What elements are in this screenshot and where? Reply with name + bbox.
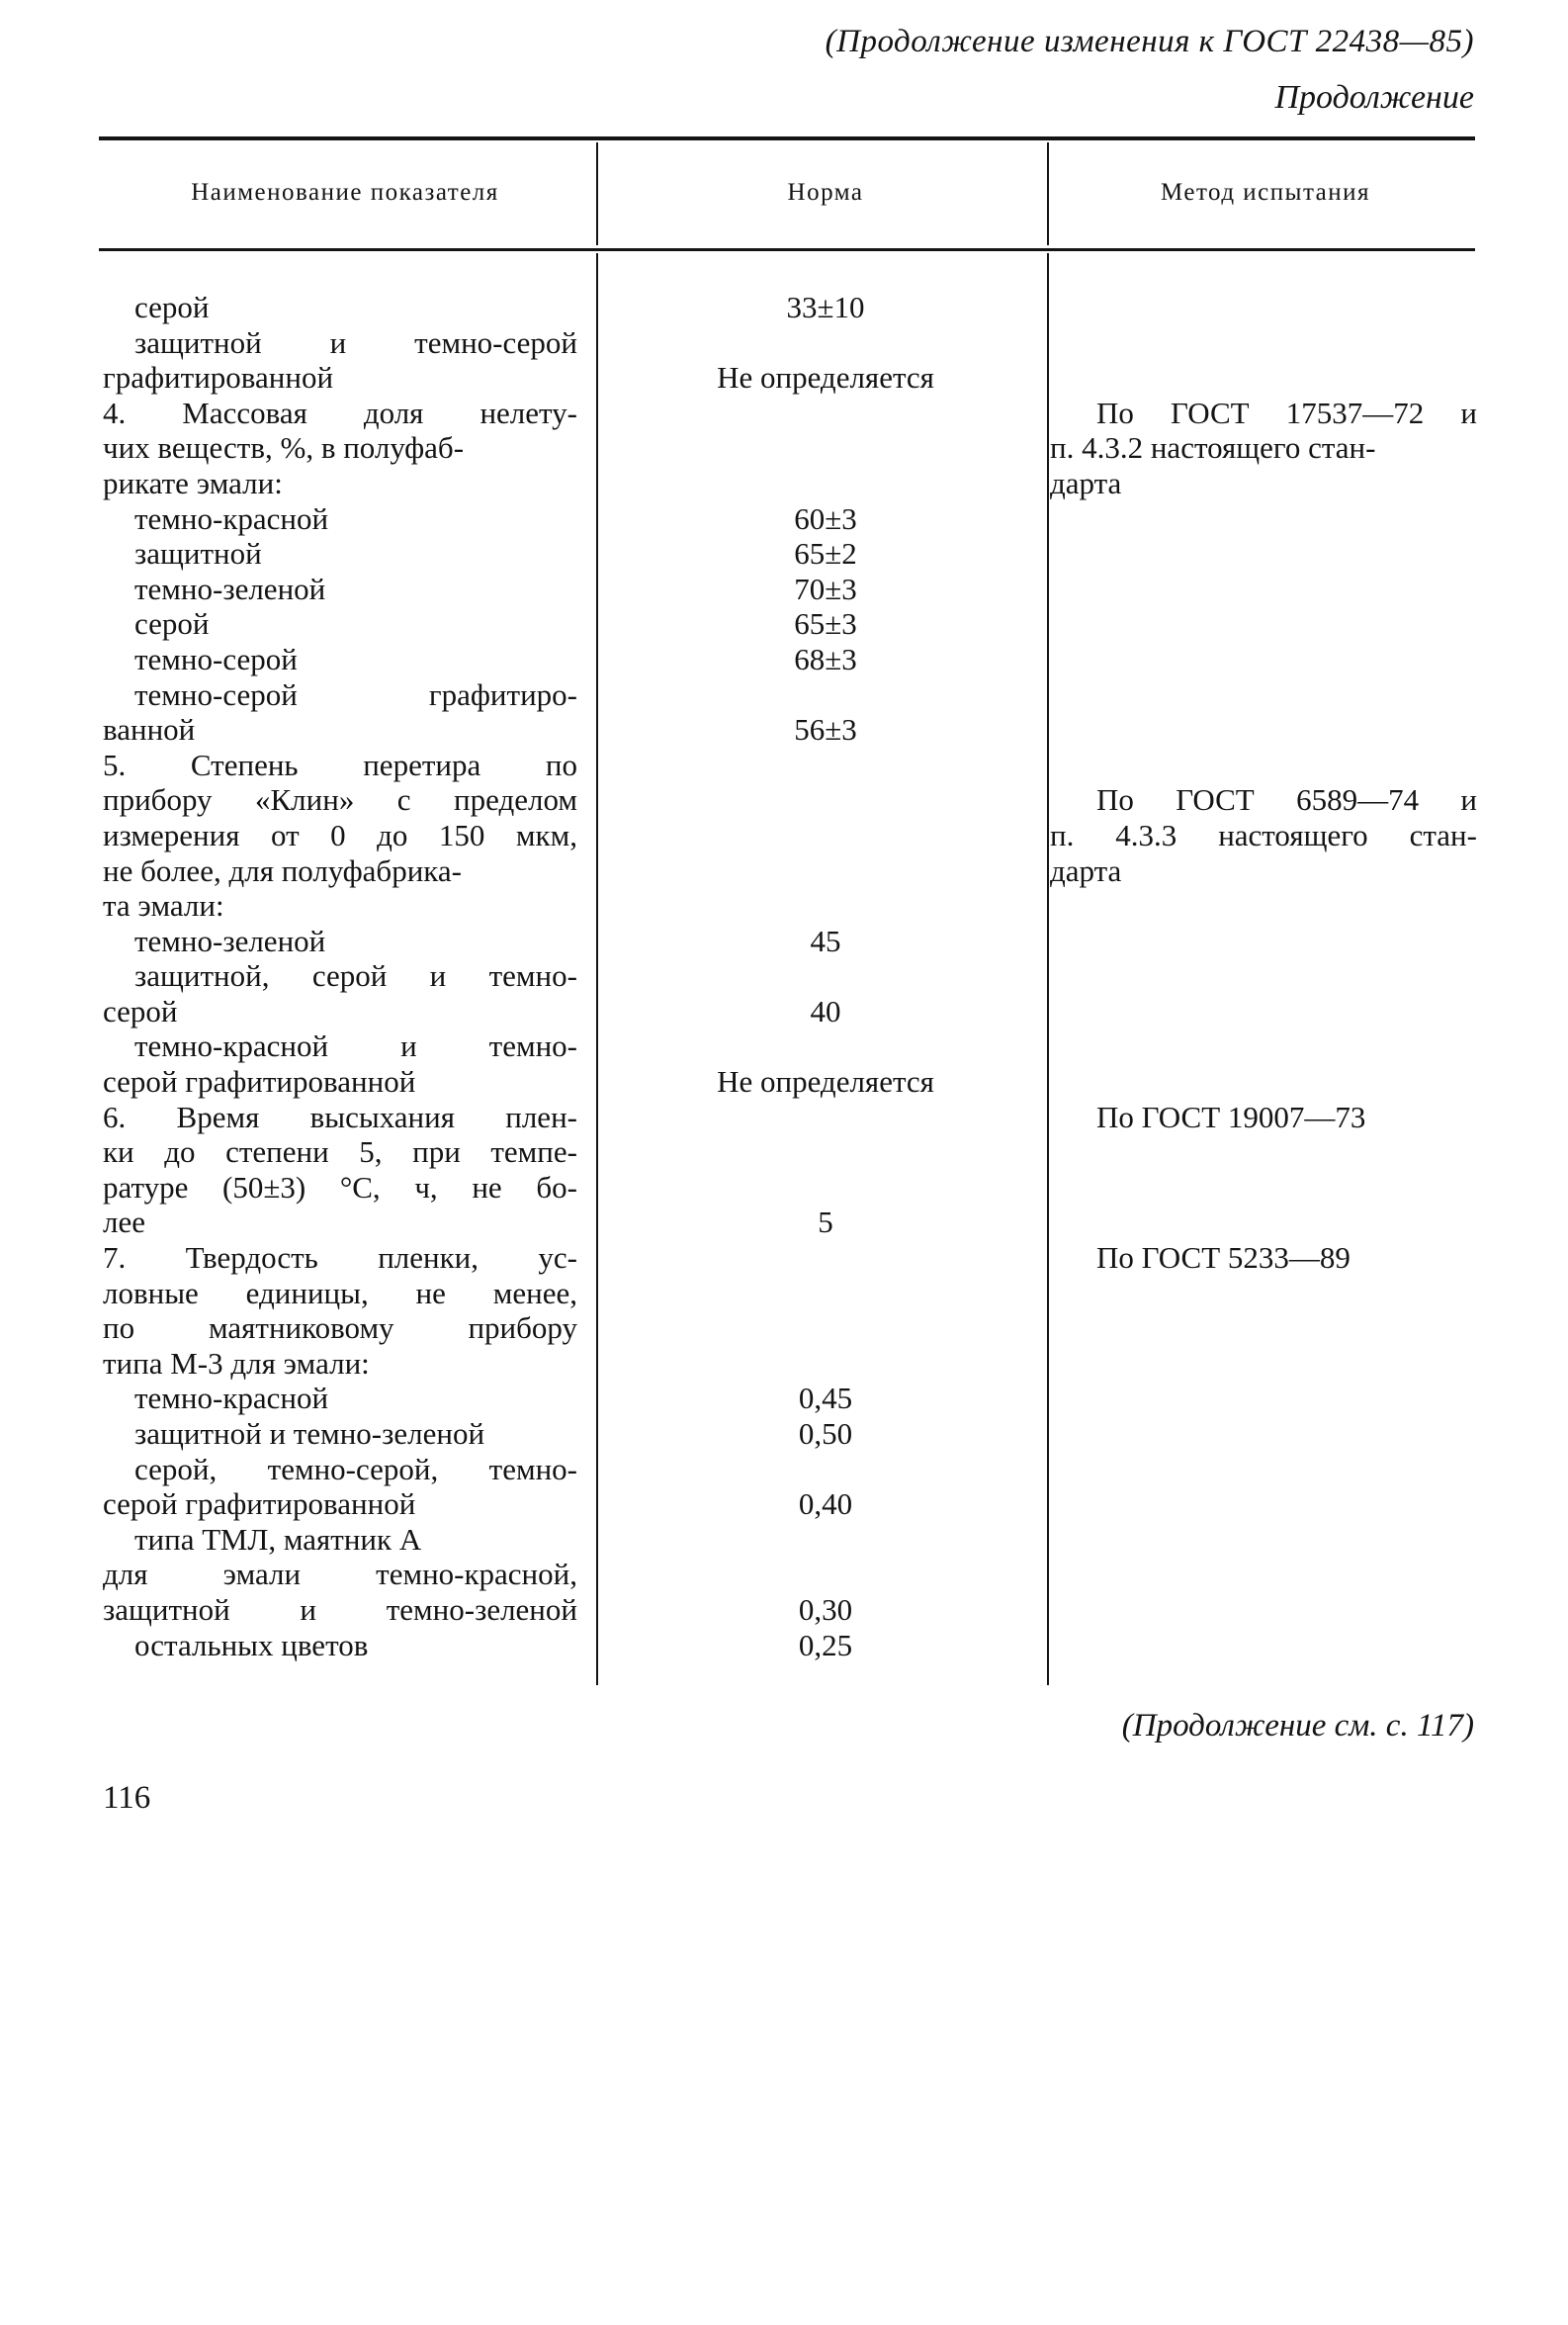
method-line <box>1050 958 1477 994</box>
norm-value <box>603 1100 1048 1135</box>
norm-value: 40 <box>810 993 841 1028</box>
word: серой, <box>134 1451 218 1486</box>
word: (50±3) <box>222 1169 306 1205</box>
norm-value <box>603 748 1048 783</box>
indicator-line: рикате эмали: <box>103 465 283 500</box>
word: °С, <box>339 1169 381 1205</box>
norm-value <box>603 1452 1048 1487</box>
method-line <box>1050 677 1477 713</box>
word: По <box>1096 782 1134 818</box>
indicator-line: типа ТМЛ, маятник А <box>134 1521 422 1557</box>
method-line <box>1050 1452 1477 1487</box>
method-line <box>1050 782 1477 818</box>
method-line <box>1050 606 1477 642</box>
method-line <box>1050 1628 1477 1663</box>
word: темно-серой <box>414 324 577 360</box>
method-line <box>1050 290 1477 325</box>
indicator-line: та эмали: <box>103 888 224 924</box>
word: и <box>300 1591 317 1627</box>
method-line <box>1050 536 1477 572</box>
method-line <box>1050 818 1477 853</box>
norm-value: 60±3 <box>794 500 857 536</box>
word: мкм, <box>515 817 577 852</box>
word: высыхания <box>309 1099 455 1134</box>
norm-value <box>603 1346 1048 1382</box>
indicator-line: защитной и темно-зеленой <box>134 1416 485 1451</box>
norm-value: 0,40 <box>798 1486 853 1522</box>
word: бо- <box>536 1169 577 1205</box>
method-line <box>1050 712 1477 748</box>
indicator-line: темно-красной <box>134 500 329 536</box>
word: и <box>329 324 347 360</box>
word: и <box>429 958 447 994</box>
norm-value <box>603 430 1048 466</box>
method-line <box>1050 1310 1477 1346</box>
norm-value <box>603 325 1048 361</box>
method-line <box>1050 1205 1477 1240</box>
indicator-line <box>103 1276 577 1311</box>
word: с <box>396 782 411 818</box>
method-line <box>1050 1522 1477 1558</box>
norm-value: 65±3 <box>794 606 857 642</box>
word: темно- <box>488 1028 577 1064</box>
page-number: 116 <box>103 1780 151 1816</box>
indicator-line <box>103 325 577 361</box>
norm-value: Не определяется <box>717 1064 934 1100</box>
indicator-column <box>103 290 577 1662</box>
indicator-line <box>103 396 577 431</box>
word: ус- <box>538 1240 577 1276</box>
method-line <box>1050 1134 1477 1170</box>
column-header-method: Метод испытания <box>1160 179 1371 206</box>
continuation-header: (Продолжение изменения к ГОСТ 22438—85) <box>825 24 1474 59</box>
table-header-rule <box>99 248 1475 251</box>
word: измерения <box>103 817 240 852</box>
indicator-line: серой графитированной <box>103 1064 416 1100</box>
word: маятниковому <box>208 1310 394 1346</box>
word: стан- <box>1409 817 1477 852</box>
column-divider-1-head <box>596 142 598 245</box>
word: «Клин» <box>255 782 355 818</box>
norm-value <box>603 1240 1048 1276</box>
word: 7. <box>103 1240 127 1276</box>
word: доля <box>363 395 424 430</box>
word: защитной <box>103 1591 230 1627</box>
word: темно- <box>488 1451 577 1486</box>
indicator-line <box>103 1592 577 1628</box>
word: ловные <box>103 1275 199 1310</box>
indicator-line: темно-красной <box>134 1381 329 1416</box>
indicator-line: темно-зеленой <box>134 571 326 606</box>
word: 17537—72 <box>1285 395 1425 430</box>
norm-value <box>603 1134 1048 1170</box>
method-line <box>1050 1416 1477 1452</box>
word: ратуре <box>103 1169 189 1205</box>
norm-value: 70±3 <box>794 571 857 606</box>
method-column <box>1050 290 1477 1662</box>
method-line <box>1050 1486 1477 1522</box>
method-line <box>1050 360 1477 396</box>
word: нелету- <box>479 395 577 430</box>
method-line <box>1050 888 1477 924</box>
method-line <box>1050 1064 1477 1100</box>
column-divider-1-body <box>596 253 598 1685</box>
norm-column <box>603 290 1048 1662</box>
word: прибору <box>468 1310 577 1346</box>
word: и <box>1460 395 1477 430</box>
indicator-line: серой <box>134 290 210 324</box>
indicator-line: не более, для полуфабрика- <box>103 852 462 888</box>
word: пределом <box>454 782 577 818</box>
word: 0 <box>330 817 346 852</box>
indicator-line <box>103 1028 577 1064</box>
word: темпе- <box>490 1134 577 1170</box>
indicator-line: темно-серой <box>134 641 298 676</box>
word: п. <box>1050 817 1075 852</box>
norm-value <box>603 782 1048 818</box>
norm-value: 68±3 <box>794 641 857 676</box>
method-line: дарта <box>1050 852 1122 888</box>
word: плен- <box>505 1099 577 1134</box>
method-line <box>1050 501 1477 537</box>
word: 4. <box>103 395 127 430</box>
norm-value <box>603 1170 1048 1206</box>
norm-value: 45 <box>810 923 841 958</box>
word: ки <box>103 1134 134 1170</box>
word: темно-зеленой <box>386 1591 577 1627</box>
method-line <box>1050 1592 1477 1628</box>
indicator-line <box>103 1310 577 1346</box>
word: перетира <box>363 747 481 782</box>
norm-value <box>603 1557 1048 1592</box>
indicator-line <box>103 1134 577 1170</box>
indicator-line <box>103 958 577 994</box>
norm-value: 0,25 <box>798 1627 853 1662</box>
norm-value <box>603 1522 1048 1558</box>
norm-value <box>603 396 1048 431</box>
word: 6589—74 <box>1296 782 1420 818</box>
method-line: п. 4.3.2 настоящего стан- <box>1050 430 1376 466</box>
norm-value: 0,30 <box>798 1591 853 1627</box>
word: эмали <box>222 1557 302 1592</box>
method-line <box>1050 1346 1477 1382</box>
word: защитной <box>134 324 262 360</box>
word: по <box>103 1310 135 1346</box>
indicator-line: серой графитированной <box>103 1486 416 1522</box>
word: ГОСТ <box>1171 395 1250 430</box>
method-line <box>1050 396 1477 431</box>
word: 5, <box>359 1134 383 1170</box>
indicator-line <box>103 748 577 783</box>
word: и <box>400 1028 417 1064</box>
word: настоящего <box>1218 817 1368 852</box>
norm-value <box>603 888 1048 924</box>
indicator-line <box>103 1170 577 1206</box>
norm-value: 33±10 <box>786 290 865 324</box>
word: Твердость <box>185 1240 318 1276</box>
word: по <box>545 747 577 782</box>
word: 6. <box>103 1099 127 1134</box>
word: серой <box>311 958 388 994</box>
word: не <box>415 1275 446 1310</box>
norm-value: 0,50 <box>798 1416 853 1451</box>
method-line <box>1050 642 1477 677</box>
word: защитной, <box>134 958 270 994</box>
norm-value <box>603 1028 1048 1064</box>
word: темно-серой <box>134 676 298 712</box>
indicator-line: остальных цветов <box>134 1627 369 1662</box>
indicator-line: ванной <box>103 712 196 748</box>
word: графитиро- <box>428 676 577 712</box>
norm-value <box>603 958 1048 994</box>
word: 150 <box>438 817 485 852</box>
norm-value: 5 <box>818 1205 833 1240</box>
method-line <box>1050 325 1477 361</box>
method-line <box>1050 1028 1477 1064</box>
word: прибору <box>103 782 213 818</box>
word: степени <box>225 1134 329 1170</box>
indicator-line: защитной <box>134 536 262 572</box>
word: менее, <box>492 1275 577 1310</box>
norm-value <box>603 818 1048 853</box>
norm-value <box>603 1276 1048 1311</box>
word: 5. <box>103 747 127 782</box>
word: и <box>1460 782 1477 818</box>
method-line <box>1050 1381 1477 1416</box>
indicator-line: графитированной <box>103 360 334 396</box>
indicator-line <box>103 782 577 818</box>
indicator-line <box>103 1557 577 1592</box>
word: темно- <box>488 958 577 994</box>
norm-value: 65±2 <box>794 536 857 572</box>
word: темно-серой, <box>267 1451 439 1486</box>
word: для <box>103 1557 148 1592</box>
word: темно-красной <box>134 1028 329 1064</box>
norm-value <box>603 853 1048 889</box>
word: до <box>164 1134 196 1170</box>
norm-value <box>603 1310 1048 1346</box>
continuation-footer: (Продолжение см. с. 117) <box>1121 1708 1474 1744</box>
indicator-line: лее <box>103 1205 145 1240</box>
word: от <box>270 817 300 852</box>
method-line <box>1050 748 1477 783</box>
indicator-line: чих веществ, %, в полуфаб- <box>103 430 465 466</box>
continued-label: Продолжение <box>1274 79 1474 116</box>
method-line <box>1050 572 1477 607</box>
word: Время <box>176 1099 260 1134</box>
method-line: дарта <box>1050 465 1122 500</box>
norm-value: 56±3 <box>794 712 857 748</box>
method-line <box>1050 1170 1477 1206</box>
word: темно-красной, <box>376 1557 577 1592</box>
word: пленки, <box>378 1240 479 1276</box>
column-header-indicator: Наименование показателя <box>191 179 499 206</box>
word: единицы, <box>245 1275 369 1310</box>
word: не <box>472 1169 502 1205</box>
word: ч, <box>414 1169 438 1205</box>
norm-value: 0,45 <box>798 1381 853 1416</box>
indicator-line <box>103 1452 577 1487</box>
method-line <box>1050 924 1477 959</box>
norm-value <box>603 677 1048 713</box>
indicator-line: серой <box>134 606 210 642</box>
word: Массовая <box>182 395 307 430</box>
indicator-line <box>103 818 577 853</box>
method-line: По ГОСТ 5233—89 <box>1096 1240 1350 1276</box>
indicator-line: типа М-3 для эмали: <box>103 1345 370 1381</box>
indicator-line <box>103 1100 577 1135</box>
indicator-line: темно-зеленой <box>134 923 326 958</box>
norm-value <box>603 466 1048 501</box>
method-line <box>1050 994 1477 1029</box>
method-line <box>1050 1557 1477 1592</box>
method-line <box>1050 1276 1477 1311</box>
column-header-norm: Норма <box>787 179 864 206</box>
indicator-line: серой <box>103 993 178 1028</box>
norm-value: Не определяется <box>717 360 934 396</box>
word: до <box>377 817 408 852</box>
indicator-line <box>103 677 577 713</box>
table-top-rule <box>99 136 1475 140</box>
word: ГОСТ <box>1176 782 1255 818</box>
word: По <box>1096 395 1134 430</box>
word: 4.3.3 <box>1115 817 1177 852</box>
method-line: По ГОСТ 19007—73 <box>1096 1099 1366 1134</box>
indicator-line <box>103 1240 577 1276</box>
word: при <box>412 1134 461 1170</box>
word: Степень <box>190 747 299 782</box>
